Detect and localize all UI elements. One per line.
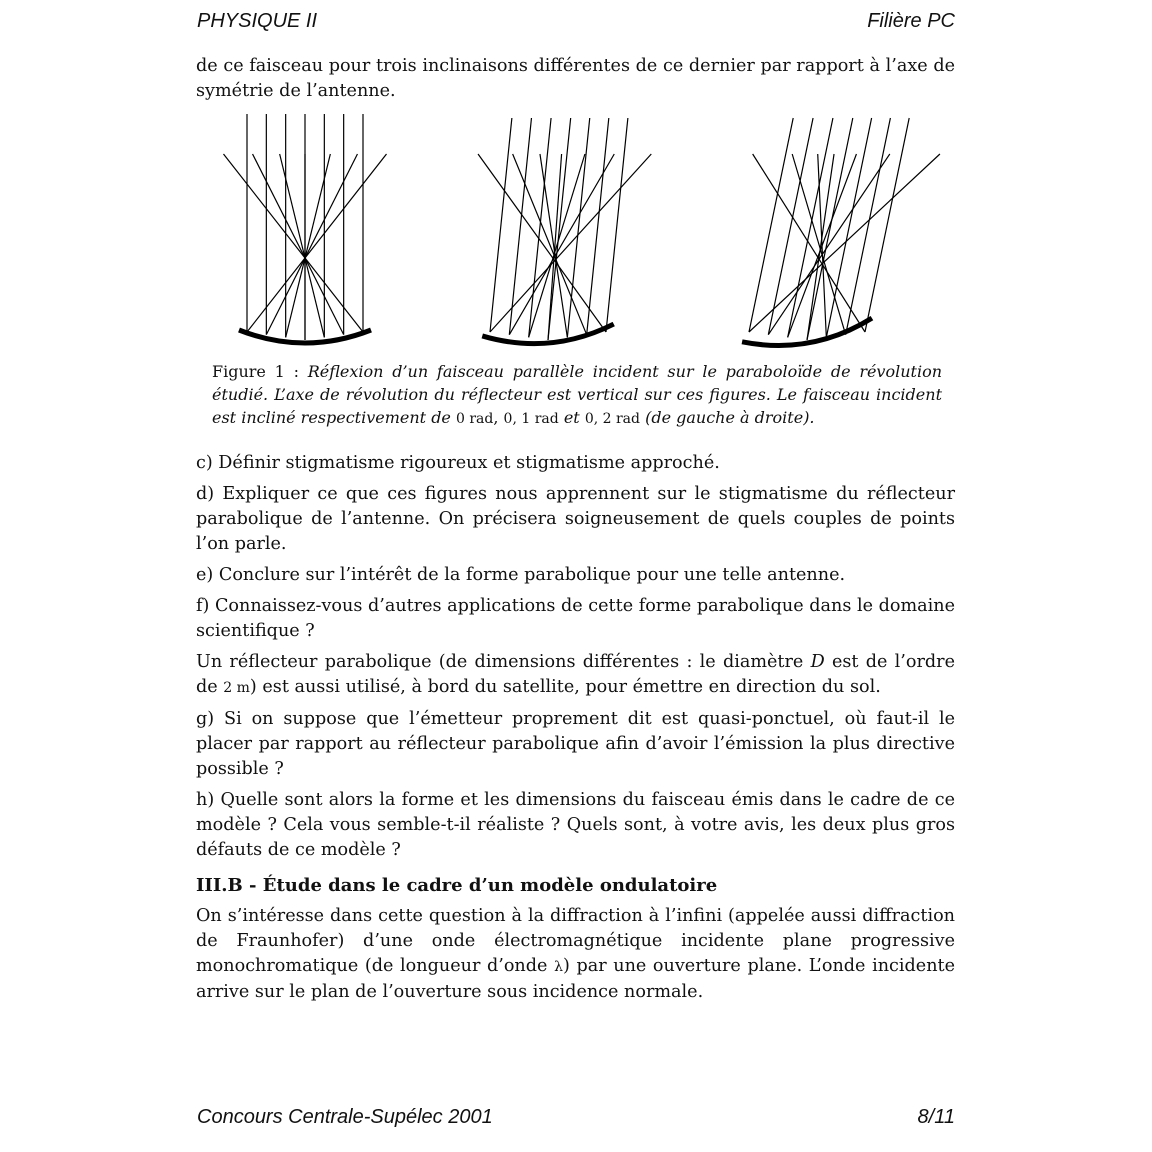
- figure-caption: [212, 360, 942, 431]
- incident-ray: [788, 118, 833, 337]
- header-subject: PHYSIQUE II: [197, 10, 318, 32]
- caption-sep: ,: [493, 408, 499, 427]
- incident-ray: [865, 118, 909, 332]
- reflected-ray: [513, 154, 587, 335]
- lambda-symbol: λ: [554, 959, 563, 975]
- question-e: e) Conclure sur l’intérêt de la forme parabolique pour une telle antenne.: [196, 565, 846, 585]
- reflector-text-2: est de l’ordre de: [196, 652, 955, 697]
- figure-1: [196, 108, 955, 360]
- caption-text-2: (de gauche à droite).: [645, 408, 815, 427]
- reflection-diagrams: [196, 108, 955, 360]
- reflector-paragraph: [196, 650, 955, 701]
- page-body: [196, 54, 955, 1005]
- question-c: c) Définir stigmatisme rigoureux et stigmatisme approché.: [196, 453, 720, 473]
- caption-value-3: 0, 2 rad: [584, 411, 640, 427]
- incident-ray: [587, 118, 609, 335]
- incident-ray: [529, 118, 551, 337]
- incident-ray: [749, 118, 793, 332]
- caption-value-1: 0 rad: [456, 411, 494, 427]
- incident-ray: [490, 118, 512, 332]
- intro-paragraph: de ce faisceau pour trois inclinaisons différentes de ce dernier par rapport à l’axe de symétrie de l’antenne.: [196, 56, 955, 101]
- question-d: d) Expliquer ce que ces figures nous apprennent sur le stigmatisme du réflecteur parabolique de l’antenne. On précisera soigneusement de quels couples de points l’on parle.: [196, 484, 955, 554]
- question-g: g) Si on suppose que l’émetteur proprement dit est quasi-ponctuel, où faut-il le placer par rapport au réflecteur parabolique afin d’avoir l’émission la plus directive possible ?: [196, 709, 955, 779]
- reflected-ray: [478, 154, 606, 332]
- header-track: Filière PC: [867, 10, 955, 32]
- caption-label: Figure 1 :: [212, 362, 299, 381]
- reflector-text-3: ) est aussi utilisé, à bord du satellite, pour émettre en direction du sol.: [249, 677, 881, 697]
- incident-ray: [606, 118, 628, 332]
- reflected-ray: [286, 154, 331, 337]
- section-text-2: ) par une ouverture plane. L’onde incidente arrive sur le plan de l’ouverture sous incidence normale.: [196, 956, 956, 1002]
- question-h: h) Quelle sont alors la forme et les dimensions du faisceau émis dans le cadre de ce modèle ? Cela vous semble-t-il réaliste ? Quels sont, à votre avis, les deux plus gros défauts de ce modèle ?: [196, 790, 955, 860]
- section-text-1: On s’intéresse dans cette question à la diffraction à l’infini (appelée aussi diffraction de Fraunhofer) d’une onde électromagnétique incidente plane progressive monochromatique (de longueur d’onde: [196, 906, 955, 976]
- reflected-ray: [753, 154, 865, 332]
- incident-ray: [826, 118, 871, 337]
- reflected-ray: [749, 154, 940, 332]
- section-title: III.B - Étude dans le cadre d’un modèle ondulatoire: [196, 875, 718, 896]
- caption-and: et: [563, 408, 580, 427]
- incident-ray: [846, 118, 891, 335]
- caption-value-2: 0, 1 rad: [503, 411, 559, 427]
- caption-text-1: Réflexion d’un faisceau parallèle incident sur le paraboloïde de révolution étudié. L’axe de révolution du réflecteur est vertical sur ces figures. Le faisceau incident est incliné respectivement de: [212, 362, 943, 427]
- section-paragraph: [196, 904, 955, 1005]
- question-f: f) Connaissez-vous d’autres applications de cette forme parabolique dans le domaine scientifique ?: [196, 596, 955, 641]
- reflected-ray: [548, 154, 562, 340]
- footer-page-number: 8/11: [917, 1106, 955, 1128]
- footer-contest: Concours Centrale-Supélec 2001: [197, 1106, 493, 1128]
- reflected-ray: [280, 154, 325, 337]
- reflector-value: 2 m: [223, 680, 250, 696]
- reflector-text-1: Un réflecteur parabolique (de dimensions différentes : le diamètre: [196, 652, 804, 672]
- reflector-symbol-d: D: [810, 652, 825, 672]
